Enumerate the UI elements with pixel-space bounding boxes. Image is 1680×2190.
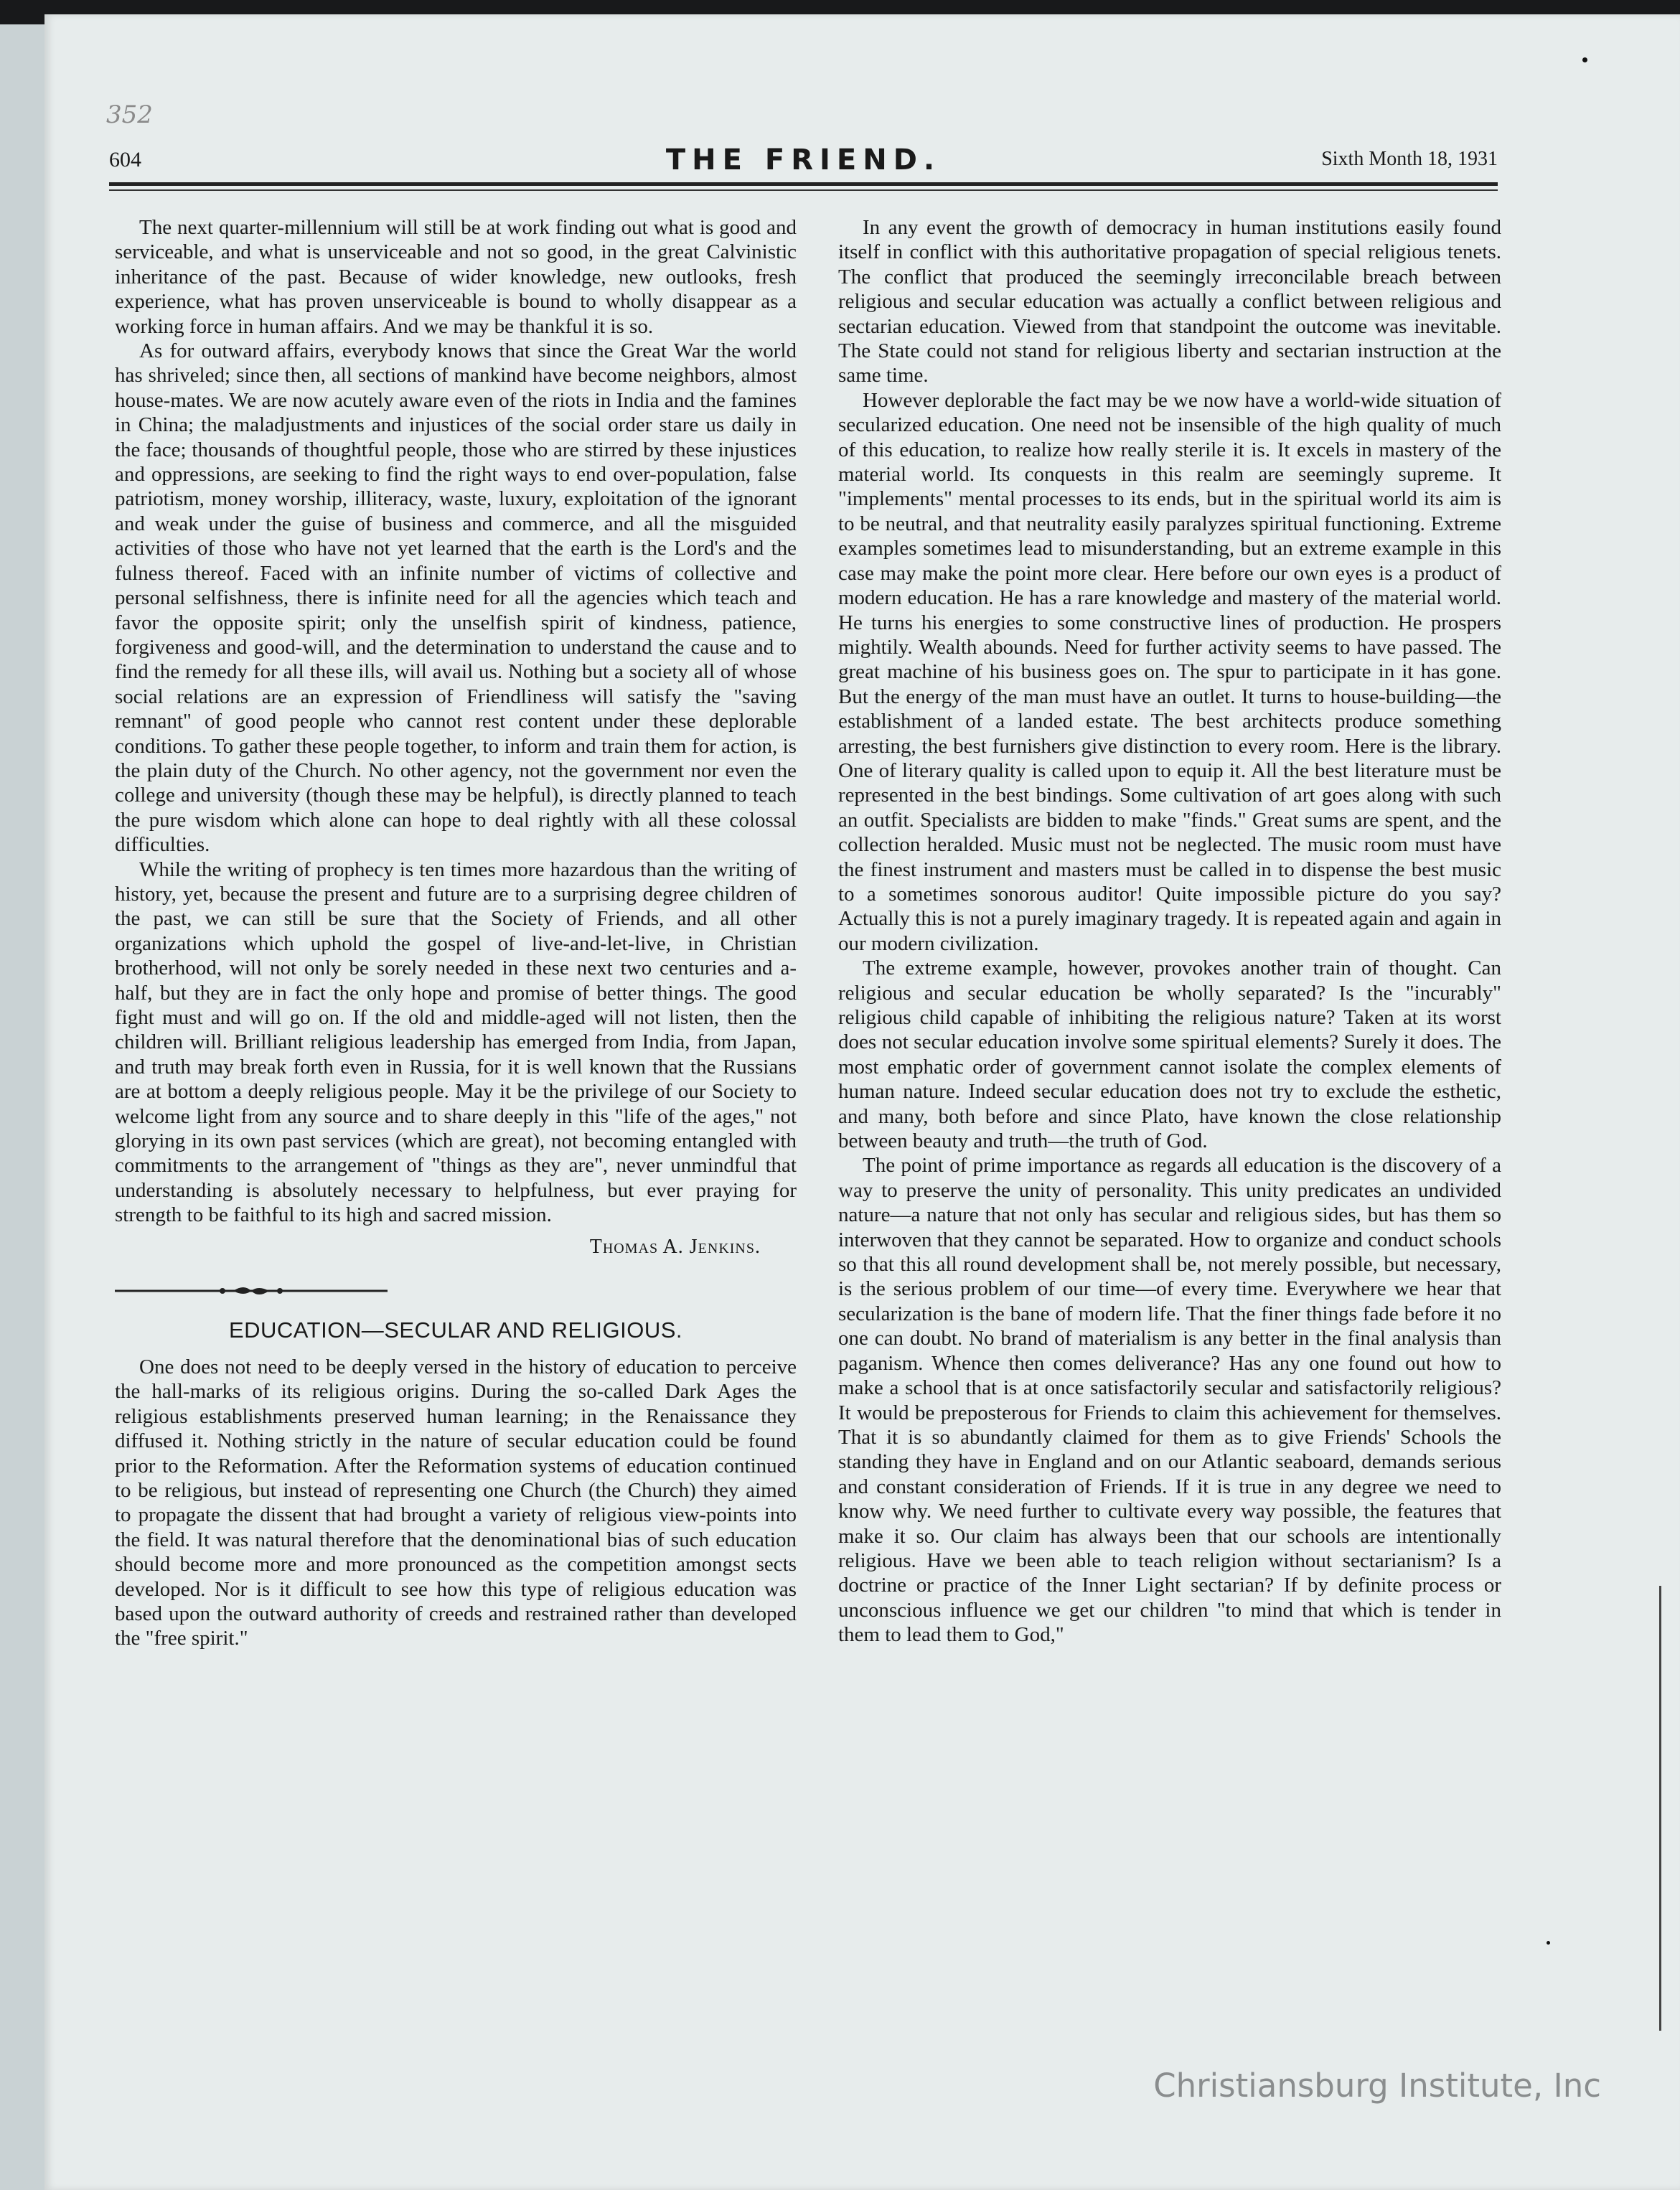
speck-mark (1547, 1941, 1550, 1945)
running-head (109, 145, 1498, 177)
article-paragraph: While the writing of prophecy is ten times more hazardous than the writing of history, yet, because the present and future are to a surprising degree children of the past, we can still be sure that the Society of Friends, and all other organizations which uphold the gospel of live-and-let-live, in Christian brotherhood, will not only be sorely needed in these next two centuries and a-half, but they are in fact the only hope and promise of better things. The good fight must and will go on. If the old and middle-aged will not listen, then the children will. Brilliant religious leadership has emerged from India, from Japan, and truth may break forth even in Russia, for it is well known that the Russians are at bottom a deeply religious people. May it be the privilege of our Society to welcome light from any source and to share deeply in this "life of the ages," not glorying in its own past services (which are great), not becoming entangled with commitments to the arrangement of "things as they are", never unmindful that understanding is absolutely necessary to helpfulness, but ever praying for strength to be faithful to its high and sacred mission. (115, 857, 797, 1227)
masthead-title: THE FRIEND. (665, 144, 942, 177)
margin-mark (1659, 1586, 1661, 2031)
right-column (838, 215, 1501, 1648)
article-paragraph: The next quarter-millennium will still be at work finding out what is good and serviceable, and what is unserviceable and not so good, in the great Calvinistic inheritance of the past. Because of wider knowledge, new outlooks, fresh experience, what has proven unserviceable is bound to wholly disappear as a working force in human affairs. And we may be thankful it is so. (115, 216, 797, 338)
author-signature: Thomas A. Jenkins. (589, 1235, 761, 1258)
page-number: 604 (109, 148, 141, 171)
article-paragraph: The point of prime importance as regards all education is the discovery of a way to preserve the unity of personality. This unity predicates an undivided nature—a nature that not only has secular and religious sides, but has them so interwoven that they cannot be separated. How to organize and conduct schools so that this all round development shall be, not merely possible, but necessary, is the serious problem of our time—of every time. Everywhere we hear that secularization is the bane of modern life. That the finer things fade before it no one can doubt. No brand of materialism is any better in the final analysis than paganism. Whence then comes deliverance? Has any one found out how to make a school that is at once satisfactorily secular and satisfactorily religious? It would be preposterous for Friends to claim this achievement for themselves. That it is so abundantly claimed for them as to give Friends' Schools the standing they have in England and on our Atlantic seaboard, demands serious and constant consideration of Friends. If it is true in any degree we need to know why. We need further to cultivate every way possible, the features that make it so. Our claim has always been that our schools are intentionally religious. Have we been able to teach religion without sectarianism? Is a doctrine or practice of the Inner Light sectarian? If by definite process or unconscious influence we get our children "to mind that which is tender in them to lead them to God," (838, 1154, 1501, 1647)
scanner-left-edge (0, 24, 44, 2190)
header-rule-thin (109, 189, 1498, 191)
article-paragraph: As for outward affairs, everybody knows that since the Great War the world has shriveled; since then, all sections of mankind have become neighbors, almost house-mates. We are now acutely aware even of the riots in India and the famines in China; the maladjustments and injustices of the social order stare us daily in the face; thousands of thoughtful people, those who are stirred by these injustices and oppressions, are seeking to find the right ways to end over-population, false patriotism, money worship, illiteracy, waste, luxury, exploitation of the ignorant and weak under the guise of business and commerce, and all the misguided activities of those who have not yet learned that the earth is the Lord's and the fulness thereof. Faced with an infinite number of victims of collective and personal selfishness, there is infinite need for all the agencies which teach and favor the opposite spirit; only the unselfish spirit of kindness, patience, forgiveness and good-will, and the determination to understand the cause and to find the remedy for all these ills, will avail us. Nothing but a society all of whose social relations are an expression of Friendliness will satisfy the "saving remnant" of good people who cannot rest content under these deplorable conditions. To gather these people together, to inform and train them for action, is the plain duty of the Church. No other agency, not the government nor even the college and university (though these may be helpful), is directly planned to teach the pure wisdom which alone can hope to deal rightly with all these colossal difficulties. (115, 339, 797, 857)
article-paragraph: However deplorable the fact may be we now have a world-wide situation of secularized education. One need not be insensible of the high quality of much of this education, to realize how really sterile it is. It excels in mastery of the material world. Its conquests in this realm are seemingly supreme. It "implements" mental processes to its ends, but in the spiritual world its aim is to be neutral, and that neutrality easily paralyzes spiritual functioning. Extreme examples sometimes lead to misunderstanding, but an extreme example in this case may make the point more clear. Here before our own eyes is a product of modern education. He has a rare knowledge and mastery of the material world. He turns his energies to some constructive lines of production. He prospers mightily. Wealth abounds. Need for further activity seems to have passed. The great machine of his business goes on. The spur to participate in it has gone. But the energy of the man must have an outlet. It turns to house-building—the establishment of a landed estate. The best architects produce something arresting, the best furnishers give distinction to every room. Here is the library. One of literary quality is called upon to equip it. All the best literature must be represented in the best bindings. Some cultivation of art goes along with such an outfit. Specialists are bidden to make "finds." Great sums are spent, and the collection heralded. Music must not be neglected. The music room must have the finest instrument and masters must be called in to dispense the best music to a sometimes sonorous auditor! Quite impossible picture do you say? Actually this is not a purely imaginary tragedy. It is repeated again and again in our modern civilization. (838, 388, 1501, 955)
speck-mark (1582, 57, 1587, 62)
pencil-annotation: 352 (106, 100, 153, 129)
issue-date: Sixth Month 18, 1931 (1321, 148, 1498, 170)
article-paragraph: One does not need to be deeply versed in the history of education to perceive the hall-marks of its religious origins. During the so-called Dark Ages the religious establishments preserved human learning; in the Renaissance they diffused it. Nothing strictly in the nature of secular education could be found prior to the Reformation. After the Reformation systems of education continued to be religious, but instead of representing one Church (the Church) they aimed to propagate the dissent that had brought a variety of religious view-points into the field. It was natural therefore that the denominational bias of such education should become more and more pronounced as the competition amongst sects developed. Nor is it difficult to see how this type of religious education was based upon the outward authority of creeds and restrained rather than developed the "free spirit." (115, 1355, 797, 1650)
article-paragraph: The extreme example, however, provokes another train of thought. Can religious and secular education be wholly separated? Is the "incurably" religious child capable of inhibiting the religious nature? Taken at its worst does not secular education involve some spiritual elements? Surely it does. The most emphatic order of government cannot isolate the complex elements of human nature. Indeed secular education does not try to exclude the esthetic, and many, both before and since Plato, have known the close relationship between beauty and truth—the truth of God. (838, 957, 1501, 1153)
header-rule-thick (109, 182, 1498, 186)
ornamental-divider (115, 1277, 388, 1305)
watermark: Christiansburg Institute, Inc (1153, 2067, 1601, 2105)
left-column (115, 215, 797, 1651)
section-heading: EDUCATION—SECULAR AND RELIGIOUS. (228, 1317, 683, 1343)
article-paragraph: In any event the growth of democracy in human institutions easily found itself in conflict with this authoritative propagation of special religious tenets. The conflict that produced the seemingly irreconcilable breach between religious and secular education was actually a conflict between religious and sectarian education. Viewed from that standpoint the outcome was inevitable. The State could not stand for religious liberty and sectarian instruction at the same time. (838, 216, 1501, 387)
